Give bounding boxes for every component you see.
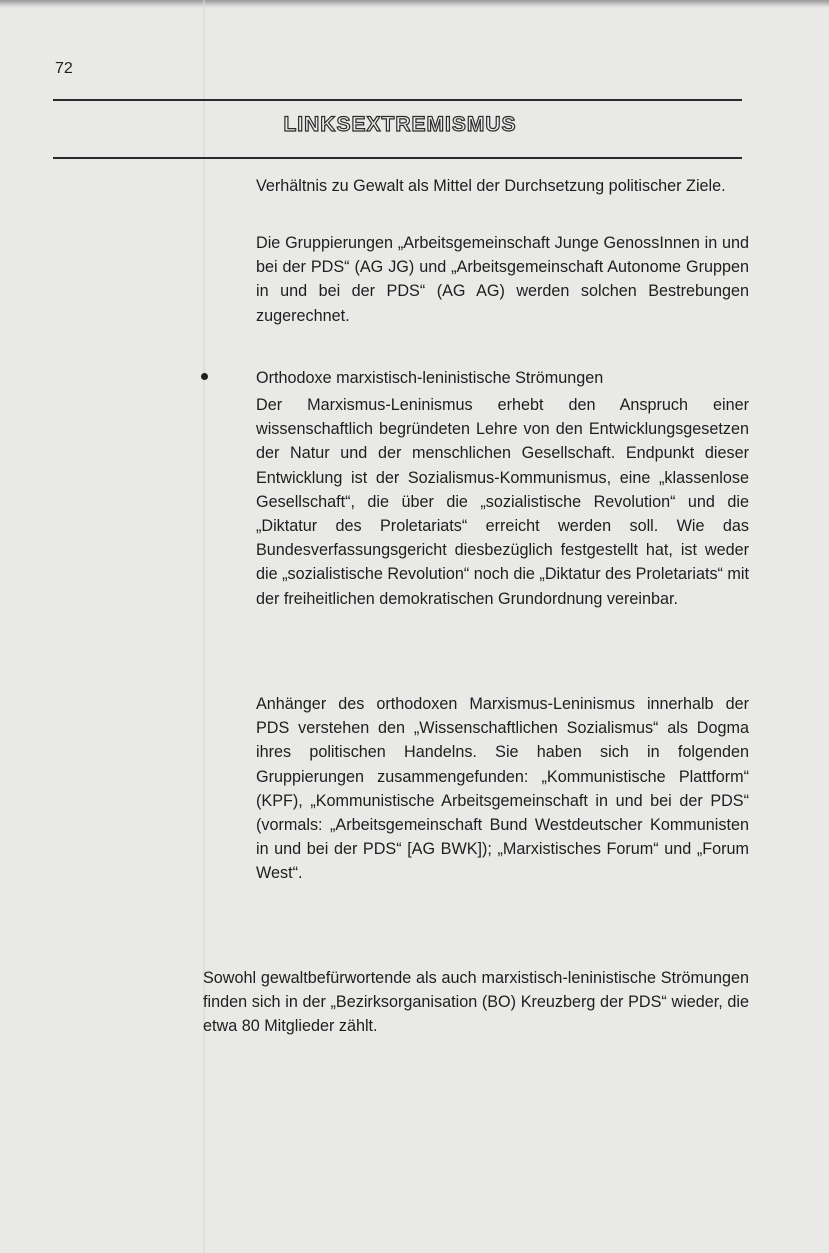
paragraph-marxismus: Der Marxismus-Leninismus erhebt den Anspruch einer wissenschaftlich begründeten Lehre von den Entwicklungsgesetzen der Natur und der menschlichen Gesellschaft. Endpunkt dieser Entwicklung ist der Sozialismus-Kommunismus, eine „klassenlose Gesellschaft“, die über die „sozialistische Revolution“ und die „Diktatur des Proletariats“ erreicht werden soll. Wie das Bundesverfassungsgericht diesbezüglich festgestellt hat, ist weder die „sozialistische Revolution“ noch die „Diktatur des Proletariats“ mit der freiheitlichen demokratischen Grundordnung vereinbar. [256, 396, 750, 608]
paragraph-gruppierungen: Die Gruppierungen „Arbeitsgemeinschaft Junge GenossInnen in und bei der PDS“ (AG JG) und „Arbeitsgemeinschaft Autonome Gruppen in und bei der PDS“ (AG AG) werden solchen Bestrebungen zugerechnet. [256, 234, 749, 325]
header-rule-bottom [53, 157, 742, 159]
bullet-marker [201, 373, 208, 380]
page-fold-shadow [203, 0, 205, 1253]
paragraph-ziele: Verhältnis zu Gewalt als Mittel der Durchsetzung politischer Ziele. [256, 177, 726, 195]
scan-edge [0, 0, 829, 8]
running-header: LINKSEXTREMISMUS [283, 113, 517, 136]
paragraph-sowohl: Sowohl gewaltbefürwortende als auch marxistisch-leninistische Strömungen finden sich in der „Bezirksorganisation (BO) Kreuzberg der PDS“ wieder, die etwa 80 Mitglieder zählt. [203, 969, 749, 1036]
header-rule-top [53, 99, 742, 101]
bullet-heading: Orthodoxe marxistisch-leninistische Strömungen [256, 369, 604, 387]
paragraph-anhaenger: Anhänger des orthodoxen Marxismus-Leninismus innerhalb der PDS verstehen den „Wissenschaftlichen Sozialismus“ als Dogma ihres politischen Handelns. Sie haben sich in folgenden Gruppierungen zusammengefunden: „Kommunistische Plattform“ (KPF), „Kommunistische Arbeitsgemeinschaft in und bei der PDS“ (vormals: „Arbeitsgemeinschaft Bund Westdeutscher Kommunisten in und bei der PDS“ [AG BWK]); „Marxistisches Forum“ und „Forum West“. [256, 695, 749, 883]
page-number: 72 [55, 60, 73, 77]
